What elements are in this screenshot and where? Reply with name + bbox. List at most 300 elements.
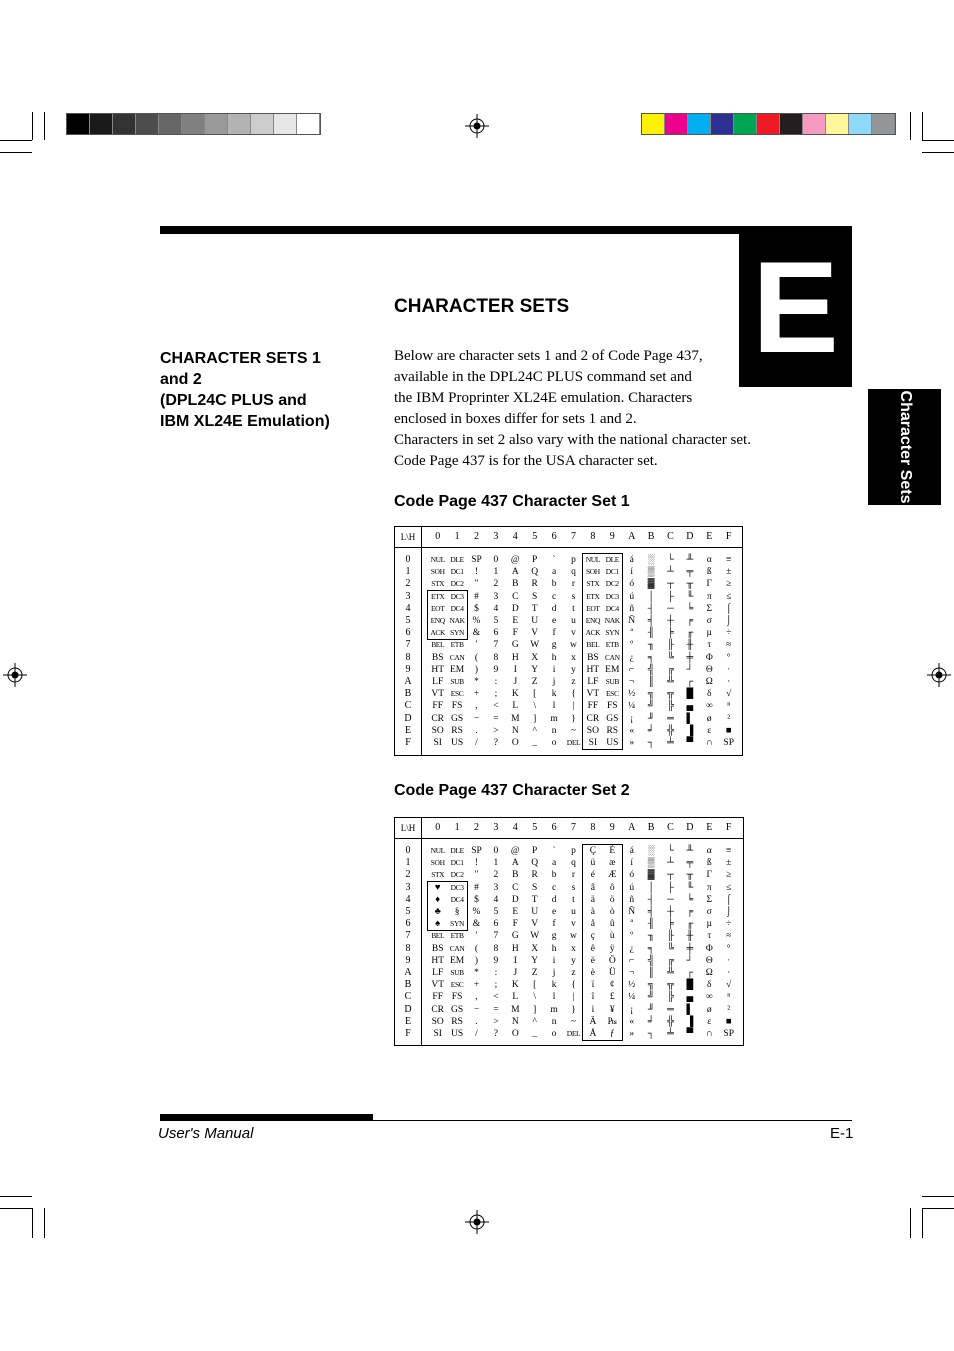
character-cell: ë [590, 955, 595, 966]
character-cell: DEL [566, 1029, 581, 1038]
side-heading-line: and 2 [160, 371, 202, 388]
character-cell: ) [474, 955, 479, 966]
body-line: Code Page 437 is for the USA character set. [394, 453, 658, 469]
character-cell: ⁿ [727, 701, 731, 712]
character-cell: ╞ [667, 919, 674, 930]
character-cell: º [630, 931, 634, 942]
crop-mark [0, 152, 32, 153]
character-cell: 3 [493, 882, 499, 893]
character-cell: ╕ [647, 652, 655, 663]
row-header: 3 [405, 881, 411, 893]
character-cell: ┬ [667, 870, 674, 881]
character-cell: W [530, 931, 540, 942]
color-swatch [803, 114, 826, 134]
character-cell: . [475, 725, 478, 736]
character-cell: æ [609, 858, 616, 869]
character-cell: ª [630, 919, 633, 930]
character-cell: ╧ [667, 1029, 674, 1039]
color-swatch [251, 114, 274, 134]
character-cell: ¡ [630, 1004, 634, 1015]
character-cell: ╖ [647, 640, 655, 651]
character-cell: 9 [493, 955, 499, 966]
character-cell: r [571, 579, 576, 590]
character-cell: σ [706, 907, 712, 917]
character-cell: 5 [493, 907, 499, 917]
character-cell: ~ [570, 725, 577, 736]
character-cell: ETX [586, 591, 600, 601]
column-header: A [628, 531, 636, 542]
character-cell: CAN [449, 943, 465, 953]
character-cell: & [472, 628, 481, 639]
row-header: 7 [405, 639, 411, 651]
character-cell: n [551, 1016, 557, 1027]
character-cell: " [474, 579, 479, 590]
character-cell: ì [591, 1004, 595, 1015]
character-cell: Φ [705, 943, 713, 954]
character-cell: i [552, 955, 556, 966]
column-header: 2 [473, 822, 479, 833]
character-cell: d [551, 894, 557, 905]
character-cell: └ [667, 555, 674, 565]
character-cell: ⌡ [725, 907, 732, 917]
row-header: 6 [405, 918, 411, 930]
character-cell: ║ [647, 968, 655, 978]
character-cell: VT [431, 689, 445, 700]
row-header: 9 [405, 663, 411, 675]
column-header: 6 [551, 531, 557, 542]
character-cell: EM [605, 664, 620, 675]
character-cell: 9 [493, 664, 499, 675]
column-header: 3 [493, 531, 499, 542]
character-cell: ï [591, 980, 595, 991]
character-cell: ╙ [686, 591, 694, 602]
character-cell: Θ [705, 955, 713, 966]
character-cell: ( [474, 943, 479, 954]
character-cell: DEL [566, 738, 581, 747]
character-cell: é [590, 870, 595, 881]
character-cell: Å [589, 1029, 597, 1039]
character-cell: █ [686, 980, 694, 991]
character-cell: DC2 [450, 579, 464, 589]
character-cell: ¿ [629, 943, 634, 954]
footer-manual-name: User's Manual [158, 1125, 254, 1142]
character-cell: Ñ [628, 907, 636, 917]
character-cell: − [473, 713, 480, 724]
character-cell: Θ [705, 664, 713, 675]
section-side-tab [868, 389, 941, 505]
character-cell: # [474, 591, 479, 602]
character-cell: ╫ [686, 931, 694, 942]
character-cell: − [473, 1004, 480, 1015]
character-cell: A [511, 858, 519, 869]
column-header: 7 [570, 531, 576, 542]
character-cell: ⁿ [727, 992, 731, 1003]
color-swatch [665, 114, 688, 134]
row-header: E [404, 1015, 412, 1027]
character-cell: X [531, 943, 539, 954]
character-cell: f [552, 628, 556, 639]
character-cell: ? [493, 1029, 498, 1039]
character-cell: Q [531, 567, 539, 578]
character-cell: â [590, 882, 595, 893]
crop-mark [32, 1208, 33, 1238]
character-cell: J [513, 677, 518, 687]
character-cell: ┤ [647, 603, 655, 614]
row-header: 1 [405, 857, 411, 869]
character-cell: K [511, 689, 519, 700]
column-header: 9 [609, 822, 615, 833]
character-cell: ñ [629, 603, 635, 614]
character-cell: US [606, 738, 619, 748]
character-cell: US [451, 1029, 464, 1039]
character-cell: ▒ [647, 567, 655, 578]
character-cell: t [572, 894, 575, 905]
character-cell: ≈ [726, 931, 732, 942]
color-swatch [688, 114, 711, 134]
character-cell: RS [451, 1016, 463, 1027]
character-cell: ü [590, 858, 596, 869]
character-cell: RS [606, 725, 619, 736]
character-cell: m [550, 713, 558, 724]
row-header: C [404, 991, 412, 1003]
character-cell: 0 [493, 846, 499, 856]
character-cell: ▌ [686, 713, 694, 724]
character-cell: CR [431, 1004, 445, 1015]
character-cell: ≡ [726, 846, 732, 856]
character-cell: ß [706, 858, 712, 869]
code-table-set2 [394, 817, 744, 1046]
character-cell: ` [552, 846, 556, 856]
character-cell: ╦ [667, 980, 674, 991]
character-cell: ^ [532, 1016, 537, 1027]
character-cell: ∙ [727, 664, 730, 675]
crop-mark [44, 112, 45, 140]
character-cell: ▓ [647, 870, 655, 881]
character-cell: k [551, 689, 557, 700]
character-cell: τ [707, 640, 712, 651]
character-cell: ♦ [435, 894, 441, 905]
character-cell: c [551, 591, 557, 602]
character-cell: ? [493, 738, 498, 748]
column-header: 0 [435, 531, 441, 542]
column-header: 4 [512, 822, 518, 833]
character-cell: HT [431, 664, 445, 675]
character-cell: SP [471, 846, 482, 856]
character-cell: ) [474, 664, 479, 675]
character-cell: v [571, 919, 576, 930]
character-cell: t [572, 603, 575, 614]
character-cell: ╒ [686, 907, 694, 917]
character-cell: µ [706, 919, 713, 930]
character-cell: ╓ [686, 919, 694, 930]
crop-mark [922, 140, 954, 141]
character-cell: LF [432, 677, 444, 687]
character-cell: ∞ [705, 992, 713, 1003]
character-cell: ; [494, 980, 498, 991]
column-header: E [706, 531, 713, 542]
character-cell: y [571, 955, 576, 966]
color-swatch [159, 114, 182, 134]
character-cell: ┴ [667, 858, 674, 869]
row-header: 9 [405, 954, 411, 966]
character-cell: NAK [449, 616, 465, 625]
character-cell: ÿ [609, 943, 615, 954]
character-cell: ô [609, 882, 615, 893]
character-cell: CR [586, 713, 600, 724]
character-cell: \ [533, 992, 537, 1003]
character-cell: Γ [706, 579, 713, 590]
character-cell: F [512, 919, 518, 930]
character-cell: q [571, 858, 576, 869]
character-cell: > [493, 1016, 499, 1027]
character-cell: ▄ [686, 701, 694, 712]
character-cell: ESC [450, 980, 464, 990]
character-cell: s [571, 591, 576, 602]
character-cell: ~ [570, 1016, 577, 1027]
row-header: 0 [405, 845, 411, 856]
column-header: F [725, 822, 732, 833]
row-header: 4 [405, 893, 411, 905]
row-header: 5 [405, 615, 411, 626]
row-header: C [404, 700, 412, 712]
character-cell: o [551, 1029, 557, 1039]
character-cell: [ [533, 980, 537, 991]
character-cell: ε [707, 1016, 712, 1027]
character-cell: & [472, 919, 481, 930]
color-swatch [849, 114, 872, 134]
character-cell: ² [727, 1004, 731, 1015]
character-cell: FS [451, 992, 463, 1003]
color-swatch [67, 114, 90, 134]
character-cell: S [532, 591, 538, 602]
color-swatch [228, 114, 251, 134]
character-cell: DC4 [450, 894, 464, 904]
character-cell: α [706, 555, 712, 565]
character-cell: [ [533, 689, 537, 700]
character-cell: ² [727, 713, 731, 724]
character-cell: DLE [605, 555, 619, 564]
character-cell: GS [606, 713, 619, 724]
row-header: 5 [405, 906, 411, 917]
character-cell: a [551, 858, 557, 869]
character-cell: ╤ [686, 567, 694, 578]
character-cell: ; [494, 689, 498, 700]
character-cell: ≤ [726, 591, 732, 602]
character-cell: ╓ [686, 628, 694, 639]
character-cell: » [629, 738, 635, 748]
character-cell: ù [609, 931, 615, 942]
body-line: Below are character sets 1 and 2 of Code Page 437, [394, 348, 703, 364]
character-cell: ° [726, 943, 731, 954]
character-cell: x [571, 943, 576, 954]
row-header: F [405, 737, 411, 748]
character-cell: n [551, 725, 557, 736]
character-cell: R [531, 870, 538, 881]
color-swatch [182, 114, 205, 134]
character-cell: ■ [725, 1016, 732, 1027]
character-cell: DLE [450, 555, 464, 564]
character-cell: ╨ [686, 846, 694, 856]
character-cell: ε [707, 725, 712, 736]
character-cell: ⌐ [629, 664, 635, 675]
table-caption-set2: Code Page 437 Character Set 2 [394, 782, 630, 799]
character-cell: ≈ [726, 640, 732, 651]
character-cell: ] [533, 713, 537, 724]
character-cell: L [512, 992, 519, 1003]
character-cell: ò [609, 907, 615, 917]
crop-mark [910, 112, 911, 140]
row-header: E [404, 724, 412, 736]
character-cell: ¼ [628, 701, 636, 712]
character-cell: C [512, 591, 519, 602]
character-cell: ╚ [667, 652, 674, 663]
character-cell: ╥ [686, 579, 694, 590]
column-header: 1 [454, 531, 460, 542]
character-cell: ╫ [686, 640, 694, 651]
character-cell: DC4 [450, 603, 464, 613]
character-cell: § [454, 907, 460, 917]
character-cell: M [511, 713, 520, 724]
character-cell: h [551, 943, 557, 954]
character-cell: û [609, 919, 615, 930]
character-cell: ≥ [726, 579, 732, 590]
column-header: 9 [609, 531, 615, 542]
character-cell: M [511, 1004, 520, 1015]
character-cell: h [551, 652, 557, 663]
character-cell: DC3 [450, 882, 464, 892]
character-cell: p [571, 846, 576, 856]
character-cell: U [531, 616, 539, 626]
character-cell: } [571, 713, 576, 724]
character-cell: ä [590, 894, 595, 905]
character-cell: Σ [706, 603, 713, 614]
character-cell: ╦ [667, 689, 674, 700]
character-cell: ├ [667, 591, 674, 602]
character-cell: ú [629, 591, 635, 602]
character-cell: █ [686, 689, 694, 700]
character-cell: ▐ [686, 1016, 694, 1027]
character-cell: VT [586, 689, 600, 700]
character-cell: ─ [667, 603, 674, 614]
character-cell: ⌠ [725, 603, 732, 614]
row-header: F [405, 1028, 411, 1039]
crop-mark [922, 1196, 954, 1197]
column-header: 5 [532, 822, 538, 833]
column-header: 5 [532, 531, 538, 542]
character-cell: ₧ [607, 1016, 617, 1027]
character-cell: 7 [493, 931, 499, 942]
character-cell: ╪ [686, 943, 694, 954]
character-cell: SP [723, 1029, 734, 1039]
character-cell: T [531, 894, 538, 905]
character-cell: ┘ [686, 664, 694, 675]
character-cell: ≥ [726, 870, 732, 881]
character-cell: ╖ [647, 931, 655, 942]
color-calibration-bar [641, 113, 896, 135]
character-cell: ┌ [686, 677, 694, 687]
character-cell: Ç [589, 846, 597, 856]
character-cell: ╠ [667, 992, 674, 1003]
character-cell: ├ [667, 882, 674, 893]
color-swatch [642, 114, 665, 134]
character-cell: SP [723, 738, 734, 748]
character-cell: ! [474, 858, 479, 869]
character-cell: I [513, 664, 517, 675]
character-cell: = [493, 713, 499, 724]
character-cell: O [511, 1029, 519, 1039]
character-cell: z [571, 677, 576, 687]
character-cell: : [494, 968, 498, 978]
color-swatch [205, 114, 228, 134]
character-cell: p [571, 555, 576, 565]
crop-mark [0, 140, 32, 141]
column-header: 3 [493, 822, 499, 833]
character-cell: 6 [493, 919, 499, 930]
character-cell: G [511, 640, 519, 651]
character-cell: % [472, 907, 481, 917]
character-cell: C [512, 882, 519, 893]
character-cell: d [551, 603, 557, 614]
character-cell: Γ [706, 870, 713, 881]
character-cell: DC3 [605, 591, 619, 601]
character-cell: B [512, 870, 519, 881]
character-cell: ¼ [628, 992, 636, 1003]
character-cell: ∩ [705, 738, 713, 748]
character-cell: H [511, 943, 519, 954]
character-cell: * [474, 677, 479, 687]
body-line: enclosed in boxes differ for sets 1 and 2. [394, 411, 637, 427]
color-swatch [734, 114, 757, 134]
character-cell: b [551, 870, 557, 881]
character-cell: ┘ [686, 955, 694, 966]
character-cell: G [511, 931, 519, 942]
character-cell: J [513, 968, 518, 978]
character-cell: DC1 [450, 858, 464, 868]
character-cell: I [513, 955, 517, 966]
character-cell: _ [532, 1029, 538, 1039]
character-cell: ENQ [585, 616, 600, 625]
character-cell: GS [451, 1004, 464, 1015]
character-cell: 0 [493, 555, 499, 565]
row-header: B [404, 688, 412, 700]
character-cell: í [630, 567, 634, 578]
character-cell: ╛ [647, 725, 655, 736]
character-cell: H [511, 652, 519, 663]
character-cell: { [571, 980, 576, 991]
character-cell: ó [629, 870, 635, 881]
character-cell: ø [706, 713, 712, 724]
character-cell: / [475, 738, 478, 748]
row-header: 7 [405, 930, 411, 942]
character-cell: ╤ [686, 858, 694, 869]
character-cell: π [706, 882, 712, 893]
row-header: 0 [405, 554, 411, 565]
character-cell: / [475, 1029, 478, 1039]
character-cell: £ [609, 992, 615, 1003]
table-corner-label: L\H [395, 818, 422, 838]
character-cell: √ [726, 689, 732, 700]
character-cell: ╜ [647, 1004, 655, 1015]
character-cell: µ [706, 628, 713, 639]
character-cell: ┴ [667, 567, 674, 578]
character-cell: ∞ [705, 701, 713, 712]
character-cell: LF [587, 677, 599, 687]
character-cell: $ [474, 603, 479, 614]
character-cell: w [570, 931, 577, 942]
character-cell: % [472, 616, 481, 626]
character-cell: @ [510, 555, 520, 565]
character-cell: « [629, 1016, 635, 1027]
